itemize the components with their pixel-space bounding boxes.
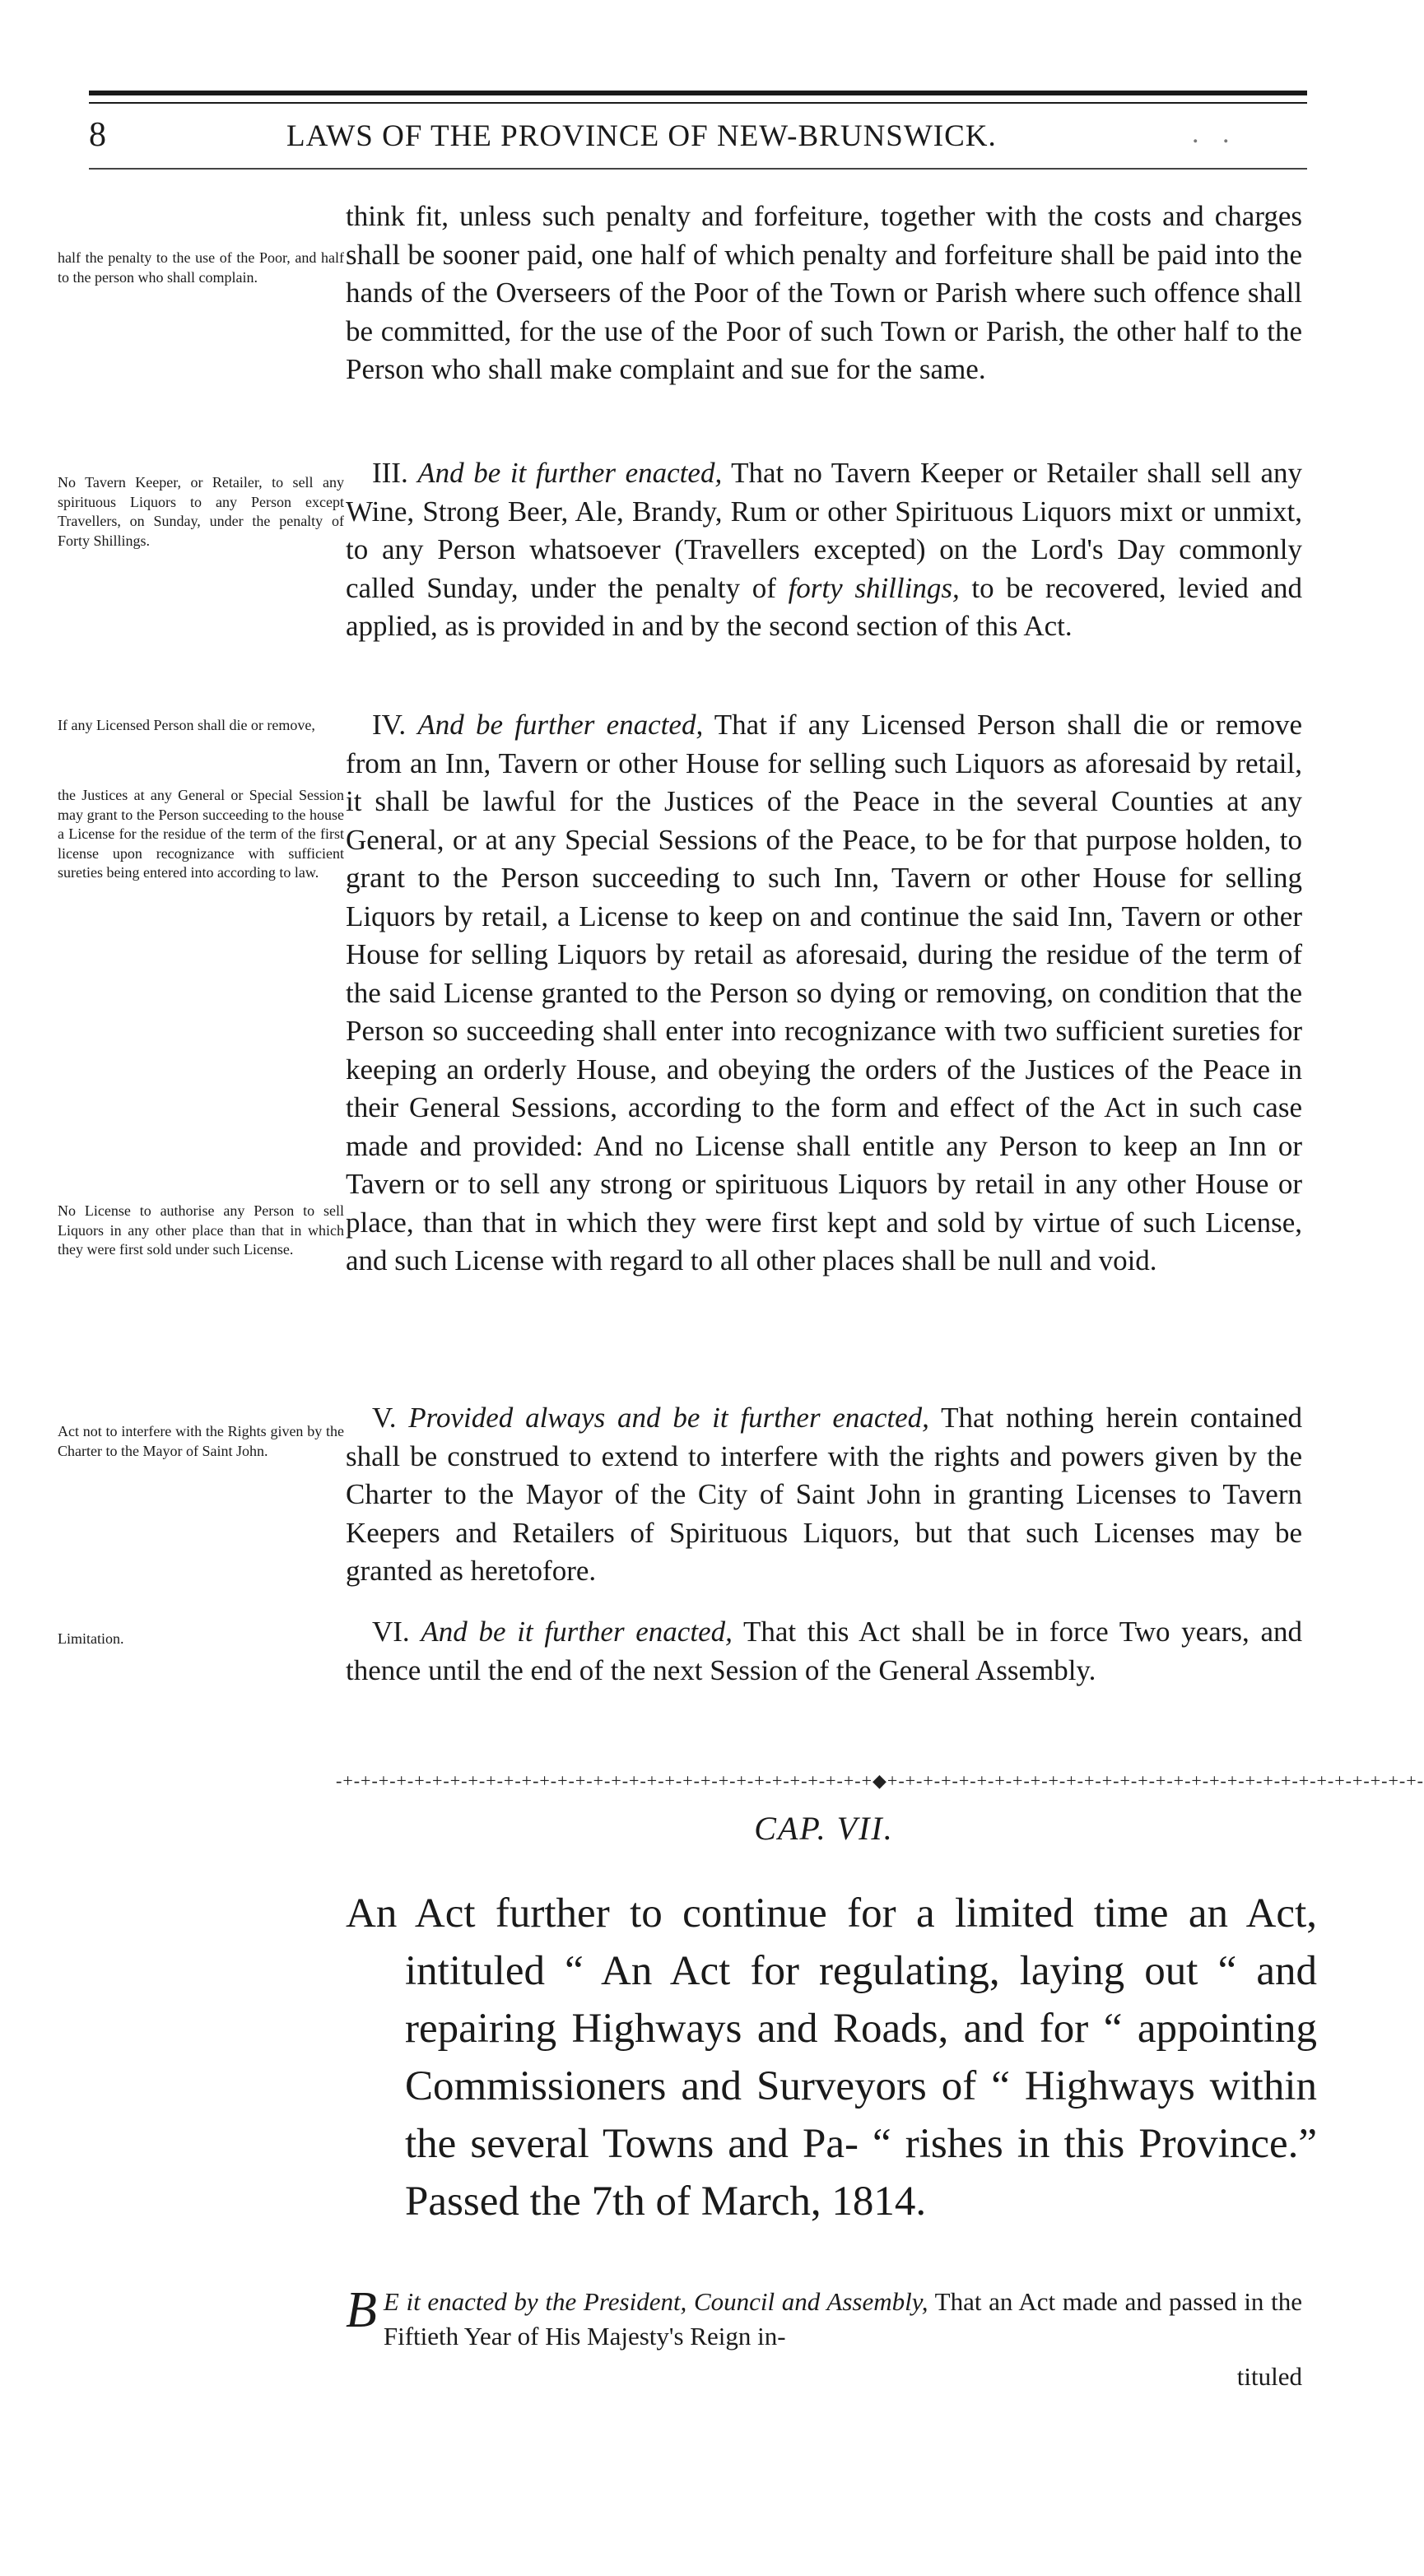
section-text: That this Act shall be in force Two years, and thence until the end of the next Session of the General Assembly. bbox=[346, 1616, 1302, 1686]
section-6 bbox=[346, 1613, 1302, 1690]
section-text: to be recovered, levied and applied, as is provided in and by the second section of this Act. bbox=[346, 571, 1303, 642]
margin-note-licensed-person: If any Licensed Person shall die or remove, bbox=[58, 717, 315, 733]
margin-note-limitation: Limitation. bbox=[58, 1630, 124, 1647]
section-number: VI. bbox=[372, 1616, 410, 1648]
enacting-clause: Provided always and be it further enacted, bbox=[408, 1402, 929, 1434]
ornamental-divider: -+-+-+-+-+-+-+-+-+-+-+-+-+-+-+-+-+-+-+-+-+-+-+-+-+-+-+-+-+-+◆+-+-+-+-+-+-+-+-+-+-+-+-+-+-+-+-+-+-+-+-+-+-+-+-+-+-+-+-+-+- bbox=[336, 1770, 1424, 1791]
margin-note-sunday: No Tavern Keeper, or Retailer, to sell any spirituous Liquors to any Person except Travellers, on Sunday, under the penalty of Forty Shillings. bbox=[58, 474, 344, 549]
drop-cap: B bbox=[346, 2282, 377, 2338]
section-4 bbox=[346, 706, 1302, 1281]
paragraph-text: think fit, unless such penalty and forfeiture, together with the costs and charges shall be sooner paid, one half of which penalty and forfeiture shall be paid into the hands of the Overseers of the Poor of the Town or Parish where such offence shall be committed, for the use of the Poor of such Town or Parish, the other half to the Person who shall make complaint and sue for the same. bbox=[346, 200, 1302, 385]
margin-note-penalty: half the penalty to the use of the Poor, and half to the person who shall complain. bbox=[58, 249, 344, 286]
fine-amount: forty shillings, bbox=[788, 571, 960, 604]
enacting-clause: And be it further enacted, bbox=[421, 1616, 733, 1648]
paragraph-continuation bbox=[346, 198, 1302, 389]
enacting-text: That an Act made and passed in the Fiftieth Year of His Majesty's Reign in- bbox=[383, 2287, 1302, 2350]
section-3 bbox=[346, 454, 1302, 646]
margin-note-charter: Act not to interfere with the Rights given by the Charter to the Mayor of Saint John. bbox=[58, 1423, 344, 1459]
section-text: That no Tavern Keeper or Retailer shall sell any Wine, Strong Beer, Ale, Brandy, Rum or other Spirituous Liquors mixt or unmixt, to any Person whatsoever (Travellers excepted) on the Lord's Day commonly called Sunday, under the penalty of bbox=[346, 457, 1303, 604]
header-dots: . . bbox=[1192, 119, 1238, 149]
section-text: And no License shall entitle any Person to keep an Inn or Tavern or to sell any strong or spirituous Liquors by retail in any other House or place, than that in which they were first kept and sold by virtue of such License, and such License with regard to all other places shall be null and void. bbox=[346, 1129, 1302, 1276]
enacting-paragraph bbox=[346, 2282, 1302, 2354]
act-title bbox=[346, 1885, 1317, 2230]
act-title-text: An Act further to continue for a limited time an Act, intituled “ An Act for regulating, laying out “ and repairing Highways and Roads, and for “ appointing Commissioners and Surveyors of “ Highways within the several Towns and Pa- “ rishes in this Province.” Passed the 7th of March, 1814. bbox=[346, 1890, 1317, 2225]
header-rule-bottom bbox=[89, 168, 1307, 170]
section-5 bbox=[346, 1399, 1302, 1591]
running-head: LAWS OF THE PROVINCE OF NEW-BRUNSWICK. bbox=[286, 119, 997, 153]
section-number: IV. bbox=[372, 709, 407, 741]
page-number: 8 bbox=[89, 116, 106, 154]
enacting-clause: And be further enacted, bbox=[417, 709, 704, 741]
header-rule-thin bbox=[89, 102, 1307, 104]
enacting-clause: And be it further enacted, bbox=[417, 457, 723, 489]
margin-note-no-license: No License to authorise any Person to sell Liquors in any other place than that in which they were first sold under such License. bbox=[58, 1202, 344, 1258]
header-rule-thick bbox=[89, 91, 1307, 95]
margin-note-justices: the Justices at any General or Special Session may grant to the Person succeeding to the house a License for the residue of the term of the first license upon recognizance with sufficient sureties being entered into according to law. bbox=[58, 787, 344, 881]
section-text: That if any Licensed Person shall die or remove from an Inn, Tavern or other House for selling such Liquors as aforesaid by retail, it shall be lawful for the Justices of the Peace in the several Counties at any General, or at any Special Sessions of the Peace, to be for that purpose holden, to grant to the Person succeeding to such Inn, Tavern or other House for selling Liquors by retail, a License to keep on and continue the said Inn, Tavern or other House for selling Liquors by retail as aforesaid, during the residue of the term of the said License granted to the Person so dying or removing, on condition that the Person so succeeding shall enter into recognizance with two sufficient sureties for keeping an orderly House, and obeying the orders of the Justices of the Peace in their General Sessions, according to the form and effect of the Act in such case made and provided: bbox=[346, 709, 1303, 1162]
section-text: That nothing herein contained shall be construed to extend to interfere with the rights and powers given by the Charter to the Mayor of the City of Saint John in granting Licenses to Tavern Keepers and Retailers of Spirituous Liquors, but that such Licenses may be granted as heretofore. bbox=[346, 1402, 1302, 1587]
chapter-heading: CAP. VII. bbox=[754, 1810, 894, 1847]
page-header bbox=[89, 115, 1307, 161]
enacting-clause: E it enacted by the President, Council and Assembly, bbox=[383, 2287, 928, 2316]
section-number: V. bbox=[372, 1402, 397, 1434]
section-number: III. bbox=[372, 457, 408, 489]
catchword: tituled bbox=[1236, 2362, 1302, 2391]
